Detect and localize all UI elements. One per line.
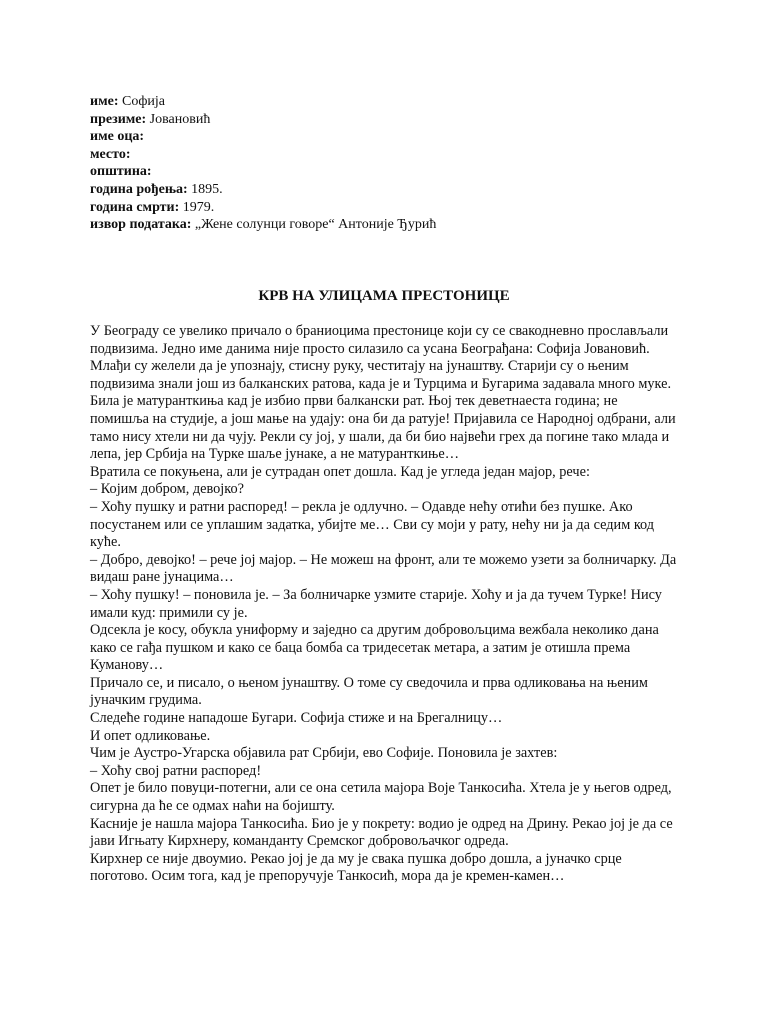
paragraph: Млађи су желели да је упознају, стисну руку, честитају на јунаштву. Старији су о њеним подвизима знали још из балканских ратова, када је и Турцима и Бугарима задавала много муке. xyxy=(90,358,672,392)
meta-label: презиме: xyxy=(90,111,147,127)
paragraph: Вратила се покуњена, али је сутрадан опет дошла. Кад је угледа један мајор, рече: xyxy=(90,463,590,480)
paragraph: Касније је нашла мајора Танкосића. Био је у покрету: водио је одред на Дрину. Рекао јој је да се јави Игњату Кирхнеру, команданту Сремског добровољачког одреда. xyxy=(90,815,673,850)
meta-value: 1895. xyxy=(191,181,223,197)
metadata-block xyxy=(90,93,436,234)
paragraph: – Добро, девојко! – рече јој мајор. – Не можеш на фронт, али те можемо узети за болничарку. Да видаш ране јунацима… xyxy=(90,551,677,586)
meta-row-place xyxy=(90,146,436,164)
paragraph: Причало се, и писало, о њеном јунаштву. О томе су сведочила и прва одликовања на њеним јуначким грудима. xyxy=(90,674,648,709)
meta-row-birth-year xyxy=(90,181,436,199)
paragraph: У Београду се увелико причало о браниоцима престонице који су се свакодневно прослављали подвизима. Једно име данима није просто силазило са усана Београђана: Софија Јовановић. xyxy=(90,323,669,357)
paragraph: Опет је било повуци-потегни, али се она сетила мајора Воје Танкосића. Хтела је у његов одред, сигурна да ће се одмах наћи на бојишту. xyxy=(90,780,672,815)
paragraph: Одсекла је косу, обукла униформу и заједно са другим добровољцима вежбала неколико дана како се гађа пушком и како се баца бомба са тридесетак метара, а затим је отишла према Куманову… xyxy=(90,622,659,674)
meta-row-first-name xyxy=(90,93,436,111)
meta-label: место: xyxy=(90,146,131,162)
paragraph: – Хоћу свој ратни распоред! xyxy=(90,762,262,779)
paragraph: Следеће године нападоше Бугари. Софија стиже и на Брегалницу… xyxy=(90,710,503,727)
meta-label: име оца: xyxy=(90,129,145,145)
document-body xyxy=(90,323,680,886)
meta-label: година рођења: xyxy=(90,181,188,197)
paragraph: Чим је Аустро-Угарска објавила рат Србији, ево Софије. Поновила је захтев: xyxy=(90,745,558,762)
meta-row-surname xyxy=(90,111,436,129)
meta-label: извор података: xyxy=(90,217,192,233)
paragraph: Кирхнер се није двоумио. Рекао јој је да му је свака пушка добро дошла, а јуначко срце поготово. Осим тога, кад је препоручује Танкосић, мора да је кремен-камен… xyxy=(90,850,622,885)
meta-label: година смрти: xyxy=(90,199,180,215)
meta-row-father-name xyxy=(90,128,436,146)
meta-value: 1979. xyxy=(182,199,215,215)
meta-value: Јовановић xyxy=(149,111,211,127)
meta-label: име: xyxy=(90,94,119,109)
paragraph: – Којим добром, девојко? xyxy=(90,481,244,498)
paragraph: – Хоћу пушку и ратни распоред! – рекла је одлучно. – Одавде нећу отићи без пушке. Ако посустанем или се уплашим задатка, убијте ме… Сви су моји у рату, нећу ни ја да седим код куће. xyxy=(90,498,655,551)
paragraph: Била је матуранткиња кад је избио први балкански рат. Њој тек деветнаеста година; не помишља на студије, а још мање на удају: она би да ратује! Пријавила се Народној одбрани, али тамо нису хтели ни да чују. Рекли су јој, у шали, да би био највећи грех да погине тако млада и лепа, јер Србија на Турке шаље јунаке, а не матуранткиње… xyxy=(90,393,676,463)
paragraph: И опет одликовање. xyxy=(90,727,211,744)
meta-row-death-year xyxy=(90,199,436,217)
paragraph: – Хоћу пушку! – поновила је. – За болничарке узмите старије. Хоћу и ја да тучем Турке! Нису имали куд: примили су је. xyxy=(90,586,662,621)
document-title: КРВ НА УЛИЦАМА ПРЕСТОНИЦЕ xyxy=(258,288,510,304)
meta-row-source xyxy=(90,216,436,234)
meta-value: „Жене солунци говоре“ Антоније Ђурић xyxy=(194,217,437,233)
meta-label: општина: xyxy=(90,164,152,180)
meta-row-municipality xyxy=(90,163,436,181)
meta-value: Софија xyxy=(121,94,165,109)
